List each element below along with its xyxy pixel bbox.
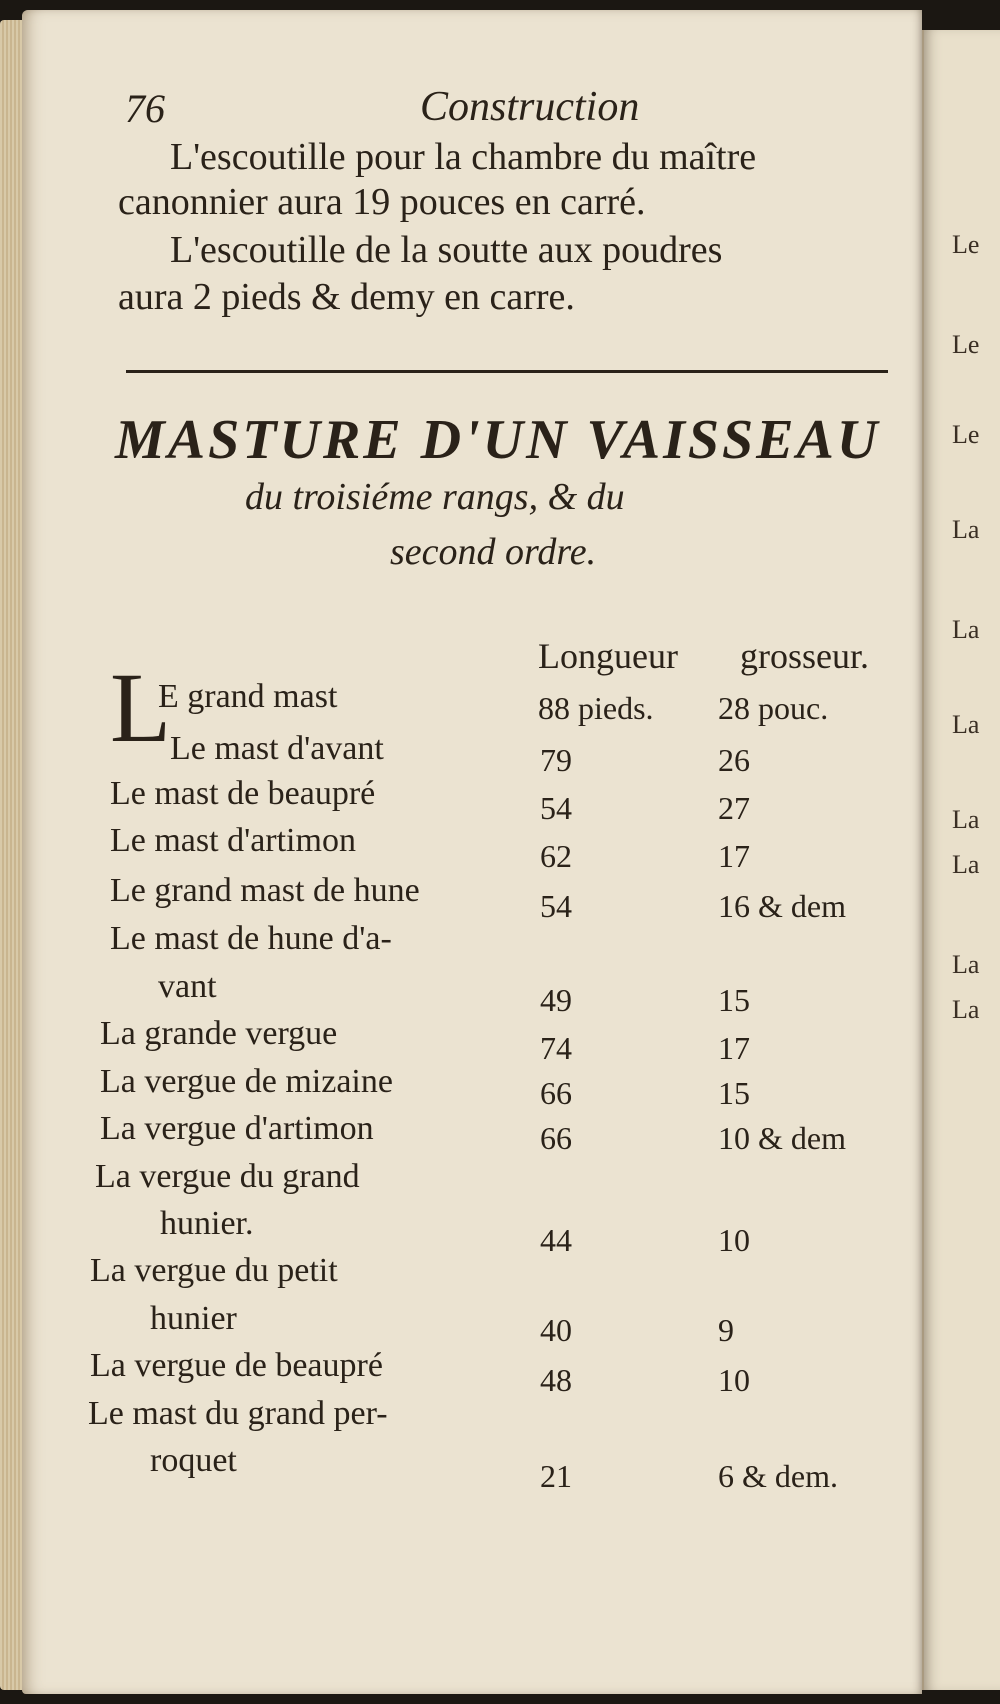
table-cell-length: 54	[540, 888, 572, 924]
table-cell-length: 66	[540, 1075, 572, 1111]
table-row-name-continued: hunier.	[160, 1205, 254, 1242]
table-row-name: E grand mast	[158, 678, 338, 715]
paragraph-1-line-2: canonnier aura 19 pouces en carré.	[118, 181, 646, 223]
table-cell-length: 54	[540, 790, 572, 826]
running-title: Construction	[420, 84, 640, 130]
table-cell-thickness: 16 & dem	[718, 888, 846, 924]
table-row-name: La vergue de mizaine	[100, 1063, 393, 1100]
column-header-length: Longueur	[538, 636, 678, 676]
table-cell-length: 49	[540, 982, 572, 1018]
paragraph-2-line-1: L'escoutille de la soutte aux poudres	[170, 229, 723, 271]
facing-page-fragment: La	[952, 615, 980, 644]
table-cell-length: 48	[540, 1362, 572, 1398]
paragraph-1-line-1: L'escoutille pour la chambre du maître	[170, 136, 757, 178]
section-subtitle-line-1: du troisiéme rangs, & du	[245, 476, 625, 518]
section-subtitle-line-2: second ordre.	[390, 531, 597, 573]
table-cell-thickness: 15	[718, 982, 750, 1018]
drop-cap: L	[110, 652, 172, 763]
facing-page-fragment: La	[952, 950, 980, 979]
section-divider	[126, 370, 888, 373]
table-row-name-continued: roquet	[150, 1442, 237, 1479]
facing-page-fragment: La	[952, 515, 980, 544]
table-row-name: La vergue du grand	[95, 1158, 360, 1195]
table-cell-thickness: 17	[718, 1030, 750, 1066]
facing-page-fragment: La	[952, 805, 980, 834]
table-cell-length: 40	[540, 1312, 572, 1348]
table-row-name: La grande vergue	[100, 1015, 338, 1052]
table-cell-thickness: 26	[718, 742, 750, 778]
page-edge	[0, 20, 24, 1690]
table-cell-length: 66	[540, 1120, 572, 1156]
table-row-name: Le mast d'avant	[170, 730, 384, 767]
table-cell-thickness: 15	[718, 1075, 750, 1111]
facing-page-fragment: Le	[952, 330, 980, 359]
table-row-name: Le grand mast de hune	[110, 872, 420, 909]
table-cell-thickness: 27	[718, 790, 750, 826]
table-cell-length: 21	[540, 1458, 572, 1494]
table-cell-thickness: 28 pouc.	[718, 690, 829, 726]
table-cell-length: 88 pieds.	[538, 690, 654, 726]
page-number: 76	[125, 86, 165, 131]
table-cell-thickness: 6 & dem.	[718, 1458, 838, 1494]
table-row-name-continued: hunier	[150, 1300, 237, 1337]
table-row-name: La vergue du petit	[90, 1252, 338, 1289]
table-cell-thickness: 10 & dem	[718, 1120, 846, 1156]
facing-page	[922, 30, 1000, 1690]
facing-page-fragment: La	[952, 850, 980, 879]
section-title: MASTURE D'UN VAISSEAU	[115, 409, 881, 471]
table-cell-thickness: 10	[718, 1222, 750, 1258]
facing-page-fragment: Le	[952, 230, 980, 259]
table-row-name: La vergue de beaupré	[90, 1347, 383, 1384]
column-header-thickness: grosseur.	[740, 636, 869, 676]
paragraph-2-line-2: aura 2 pieds & demy en carre.	[118, 276, 575, 318]
table-row-name-continued: vant	[158, 968, 217, 1005]
table-row-name: La vergue d'artimon	[100, 1110, 374, 1147]
facing-page-fragment: Le	[952, 420, 980, 449]
table-row-name: Le mast de beaupré	[110, 775, 376, 812]
table-cell-length: 44	[540, 1222, 572, 1258]
facing-page-fragment: La	[952, 995, 980, 1024]
table-cell-length: 62	[540, 838, 572, 874]
table-cell-thickness: 10	[718, 1362, 750, 1398]
table-row-name: Le mast de hune d'a-	[110, 920, 392, 957]
table-cell-thickness: 9	[718, 1312, 734, 1348]
table-cell-length: 79	[540, 742, 572, 778]
table-row-name: Le mast d'artimon	[110, 822, 356, 859]
table-cell-length: 74	[540, 1030, 572, 1066]
table-row-name: Le mast du grand per-	[88, 1395, 388, 1432]
facing-page-fragment: La	[952, 710, 980, 739]
table-cell-thickness: 17	[718, 838, 750, 874]
